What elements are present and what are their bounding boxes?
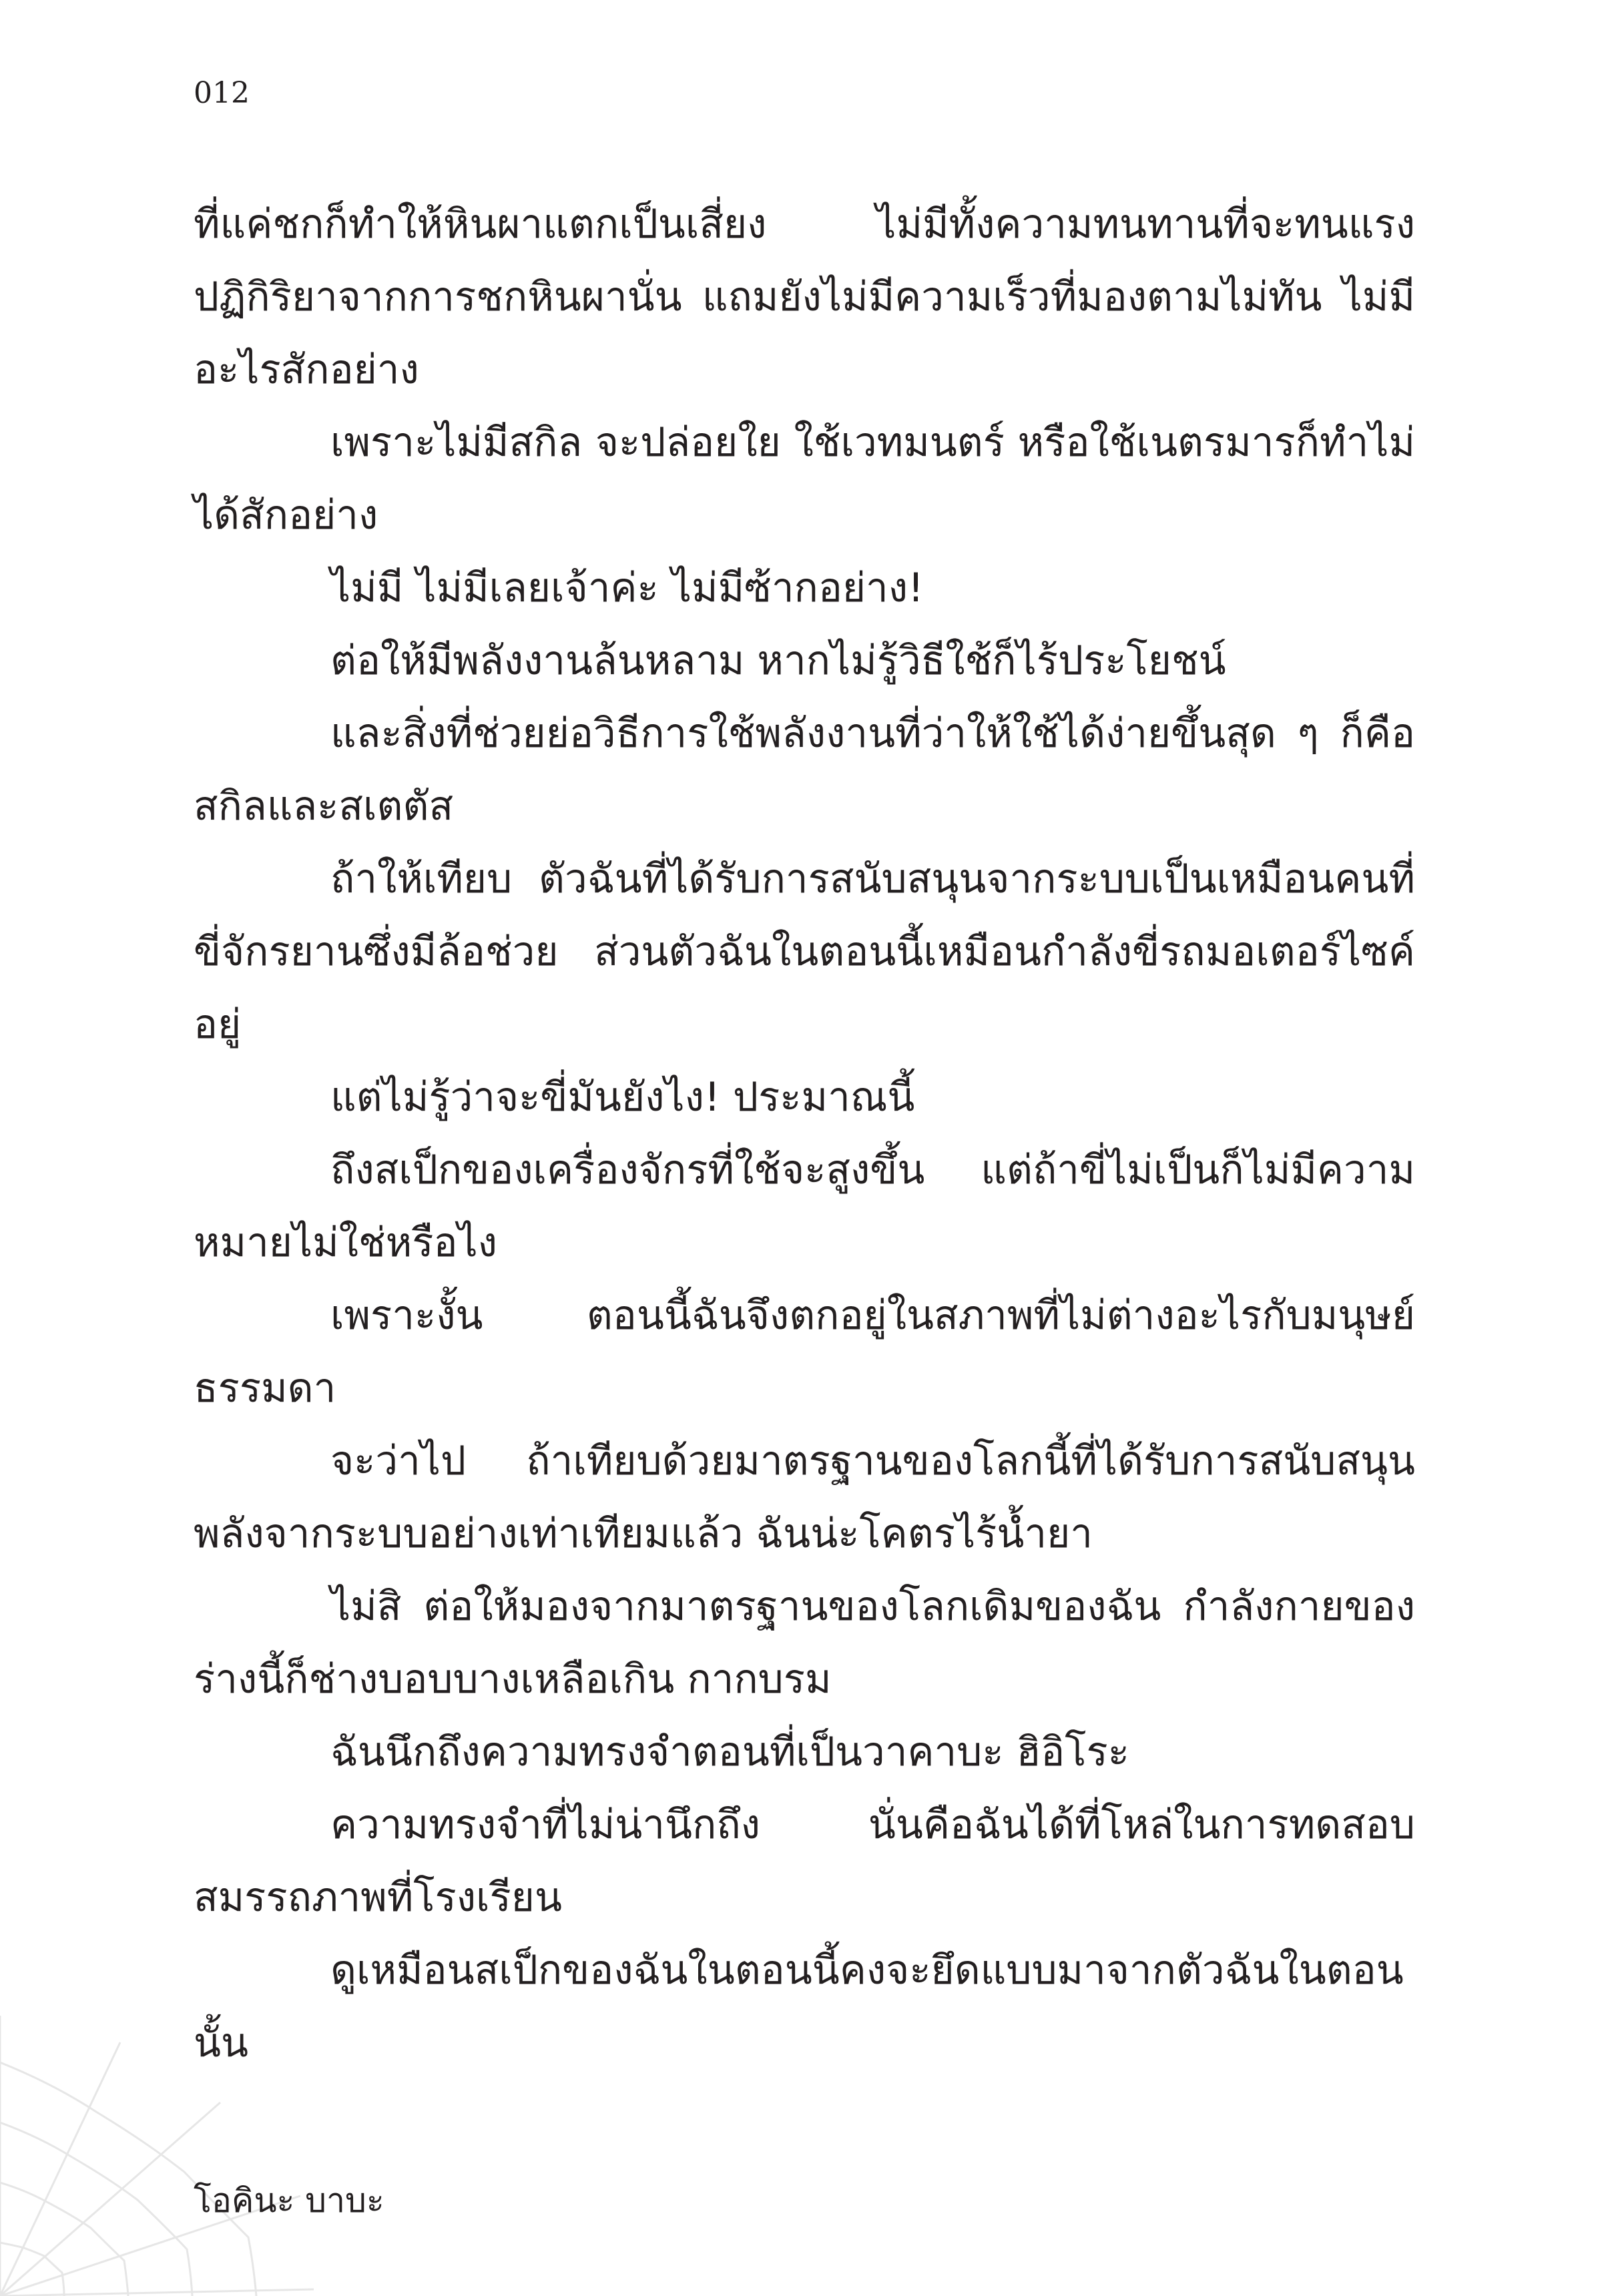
paragraph: เพราะไม่มีสกิล จะปล่อยใย ใช้เวทมนตร์ หรือใช้เนตรมารก็ทำไม่ได้สักอย่าง [194,419,1415,539]
footer-author: โอคินะ บาบะ [194,2181,384,2220]
body-text [194,188,1415,2080]
spider-web-icon [0,2016,314,2296]
paragraph: ที่แค่ชกก็ทำให้หินผาแตกเป็นเสี่ยง ไม่มีทั้งความทนทานที่จะทนแรงปฏิกิริยาจากการชกหินผานั่น แถมยังไม่มีความเร็วที่มองตามไม่ทัน ไม่มีอะไรสักอย่าง [194,201,1415,393]
paragraph: ไม่สิ ต่อให้มองจากมาตรฐานของโลกเดิมของฉัน กำลังกายของร่างนี้ก็ช่างบอบบางเหลือเกิน กากบรม [194,1583,1415,1703]
paragraph: ต่อให้มีพลังงานล้นหลาม หากไม่รู้วิธีใช้ก็ไร้ประโยชน์ [330,637,1226,684]
paragraph: เพราะงั้น ตอนนี้ฉันจึงตกอยู่ในสภาพที่ไม่ต่างอะไรกับมนุษย์ธรรมดา [194,1292,1415,1412]
paragraph: จะว่าไป ถ้าเทียบด้วยมาตรฐานของโลกนี้ที่ได้รับการสนับสนุนพลังจากระบบอย่างเท่าเทียมแล้ว ฉันน่ะโคตรไร้น้ำยา [194,1438,1415,1557]
paragraph: ดูเหมือนสเป็กของฉันในตอนนี้คงจะยึดแบบมาจากตัวฉันในตอนนั้น [194,1947,1404,2066]
page-number: 012 [194,76,250,110]
paragraph: ความทรงจำที่ไม่น่านึกถึง นั่นคือฉันได้ที่โหล่ในการทดสอบสมรรถภาพที่โรงเรียน [194,1801,1415,1921]
paragraph: ไม่มี ไม่มีเลยเจ้าค่ะ ไม่มีซ้ากอย่าง! [330,565,924,611]
paragraph: แต่ไม่รู้ว่าจะขี่มันยังไง! ประมาณนี้ [330,1074,915,1121]
paragraph: ถึงสเป็กของเครื่องจักรที่ใช้จะสูงขึ้น แต่ถ้าขี่ไม่เป็นก็ไม่มีความหมายไม่ใช่หรือไง [194,1147,1415,1266]
paragraph: และสิ่งที่ช่วยย่อวิธีการใช้พลังงานที่ว่าให้ใช้ได้ง่ายขึ้นสุด ๆ ก็คือสกิลและสเตตัส [194,710,1415,830]
paragraph: ฉันนึกถึงความทรงจำตอนที่เป็นวาคาบะ ฮิอิโระ [330,1729,1129,1775]
paragraph: ถ้าให้เทียบ ตัวฉันที่ได้รับการสนับสนุนจากระบบเป็นเหมือนคนที่ขี่จักรยานซึ่งมีล้อช่วย ส่วนตัวฉันในตอนนี้เหมือนกำลังขี่รถมอเตอร์ไซค์อยู่ [194,856,1415,1048]
